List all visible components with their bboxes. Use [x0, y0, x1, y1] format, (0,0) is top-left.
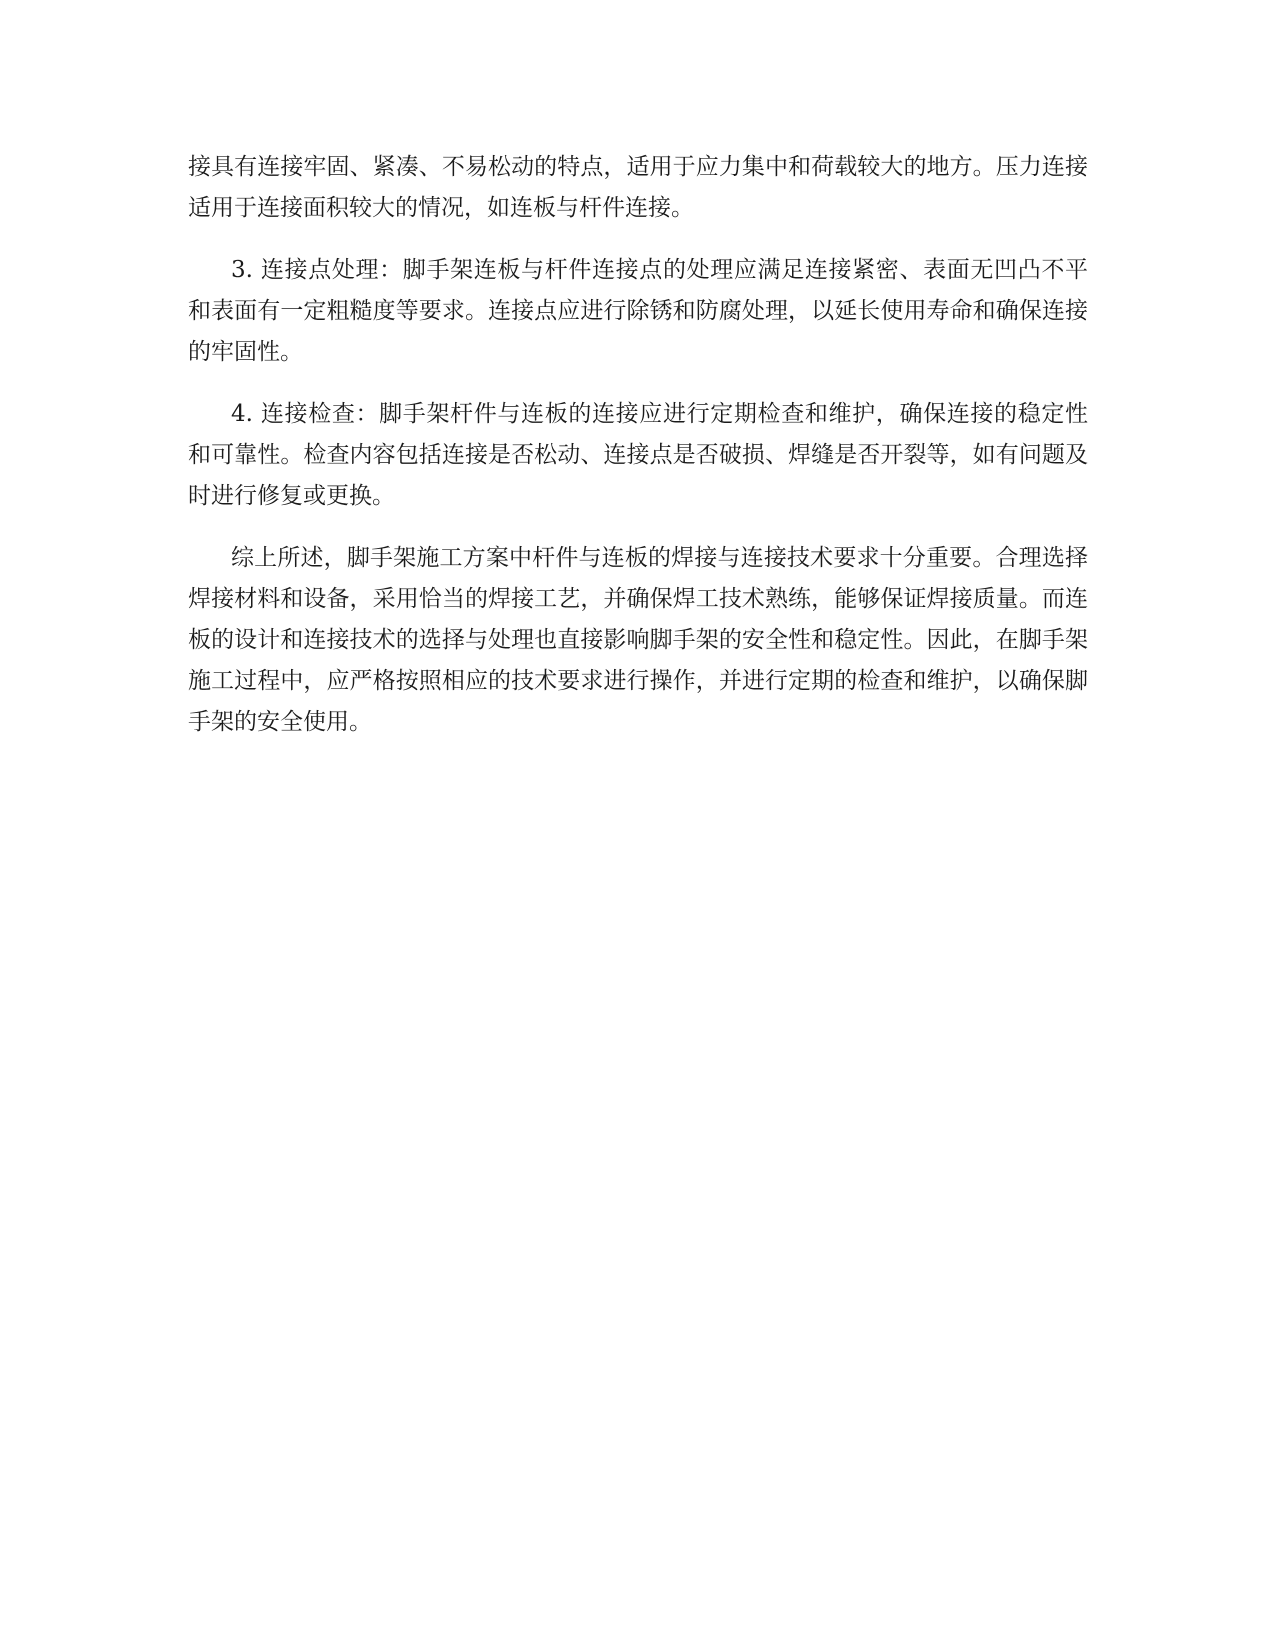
document-body: [188, 147, 1088, 764]
paragraph-connection-inspection: 4. 连接检查：脚手架杆件与连板的连接应进行定期检查和维护，确保连接的稳定性和可靠性。检查内容包括连接是否松动、连接点是否破损、焊缝是否开裂等，如有问题及时进行修复或更换。: [188, 401, 1088, 509]
paragraph-summary: 综上所述，脚手架施工方案中杆件与连板的焊接与连接技术要求十分重要。合理选择焊接材料和设备，采用恰当的焊接工艺，并确保焊工技术熟练，能够保证焊接质量。而连板的设计和连接技术的选择与处理也直接影响脚手架的安全性和稳定性。因此，在脚手架施工过程中，应严格按照相应的技术要求进行操作，并进行定期的检查和维护，以确保脚手架的安全使用。: [188, 545, 1088, 735]
paragraph-continuation: 接具有连接牢固、紧凑、不易松动的特点，适用于应力集中和荷载较大的地方。压力连接适用于连接面积较大的情况，如连板与杆件连接。: [188, 154, 1088, 221]
paragraph-connection-point-treatment: 3. 连接点处理：脚手架连板与杆件连接点的处理应满足连接紧密、表面无凹凸不平和表面有一定粗糙度等要求。连接点应进行除锈和防腐处理，以延长使用寿命和确保连接的牢固性。: [188, 257, 1088, 365]
